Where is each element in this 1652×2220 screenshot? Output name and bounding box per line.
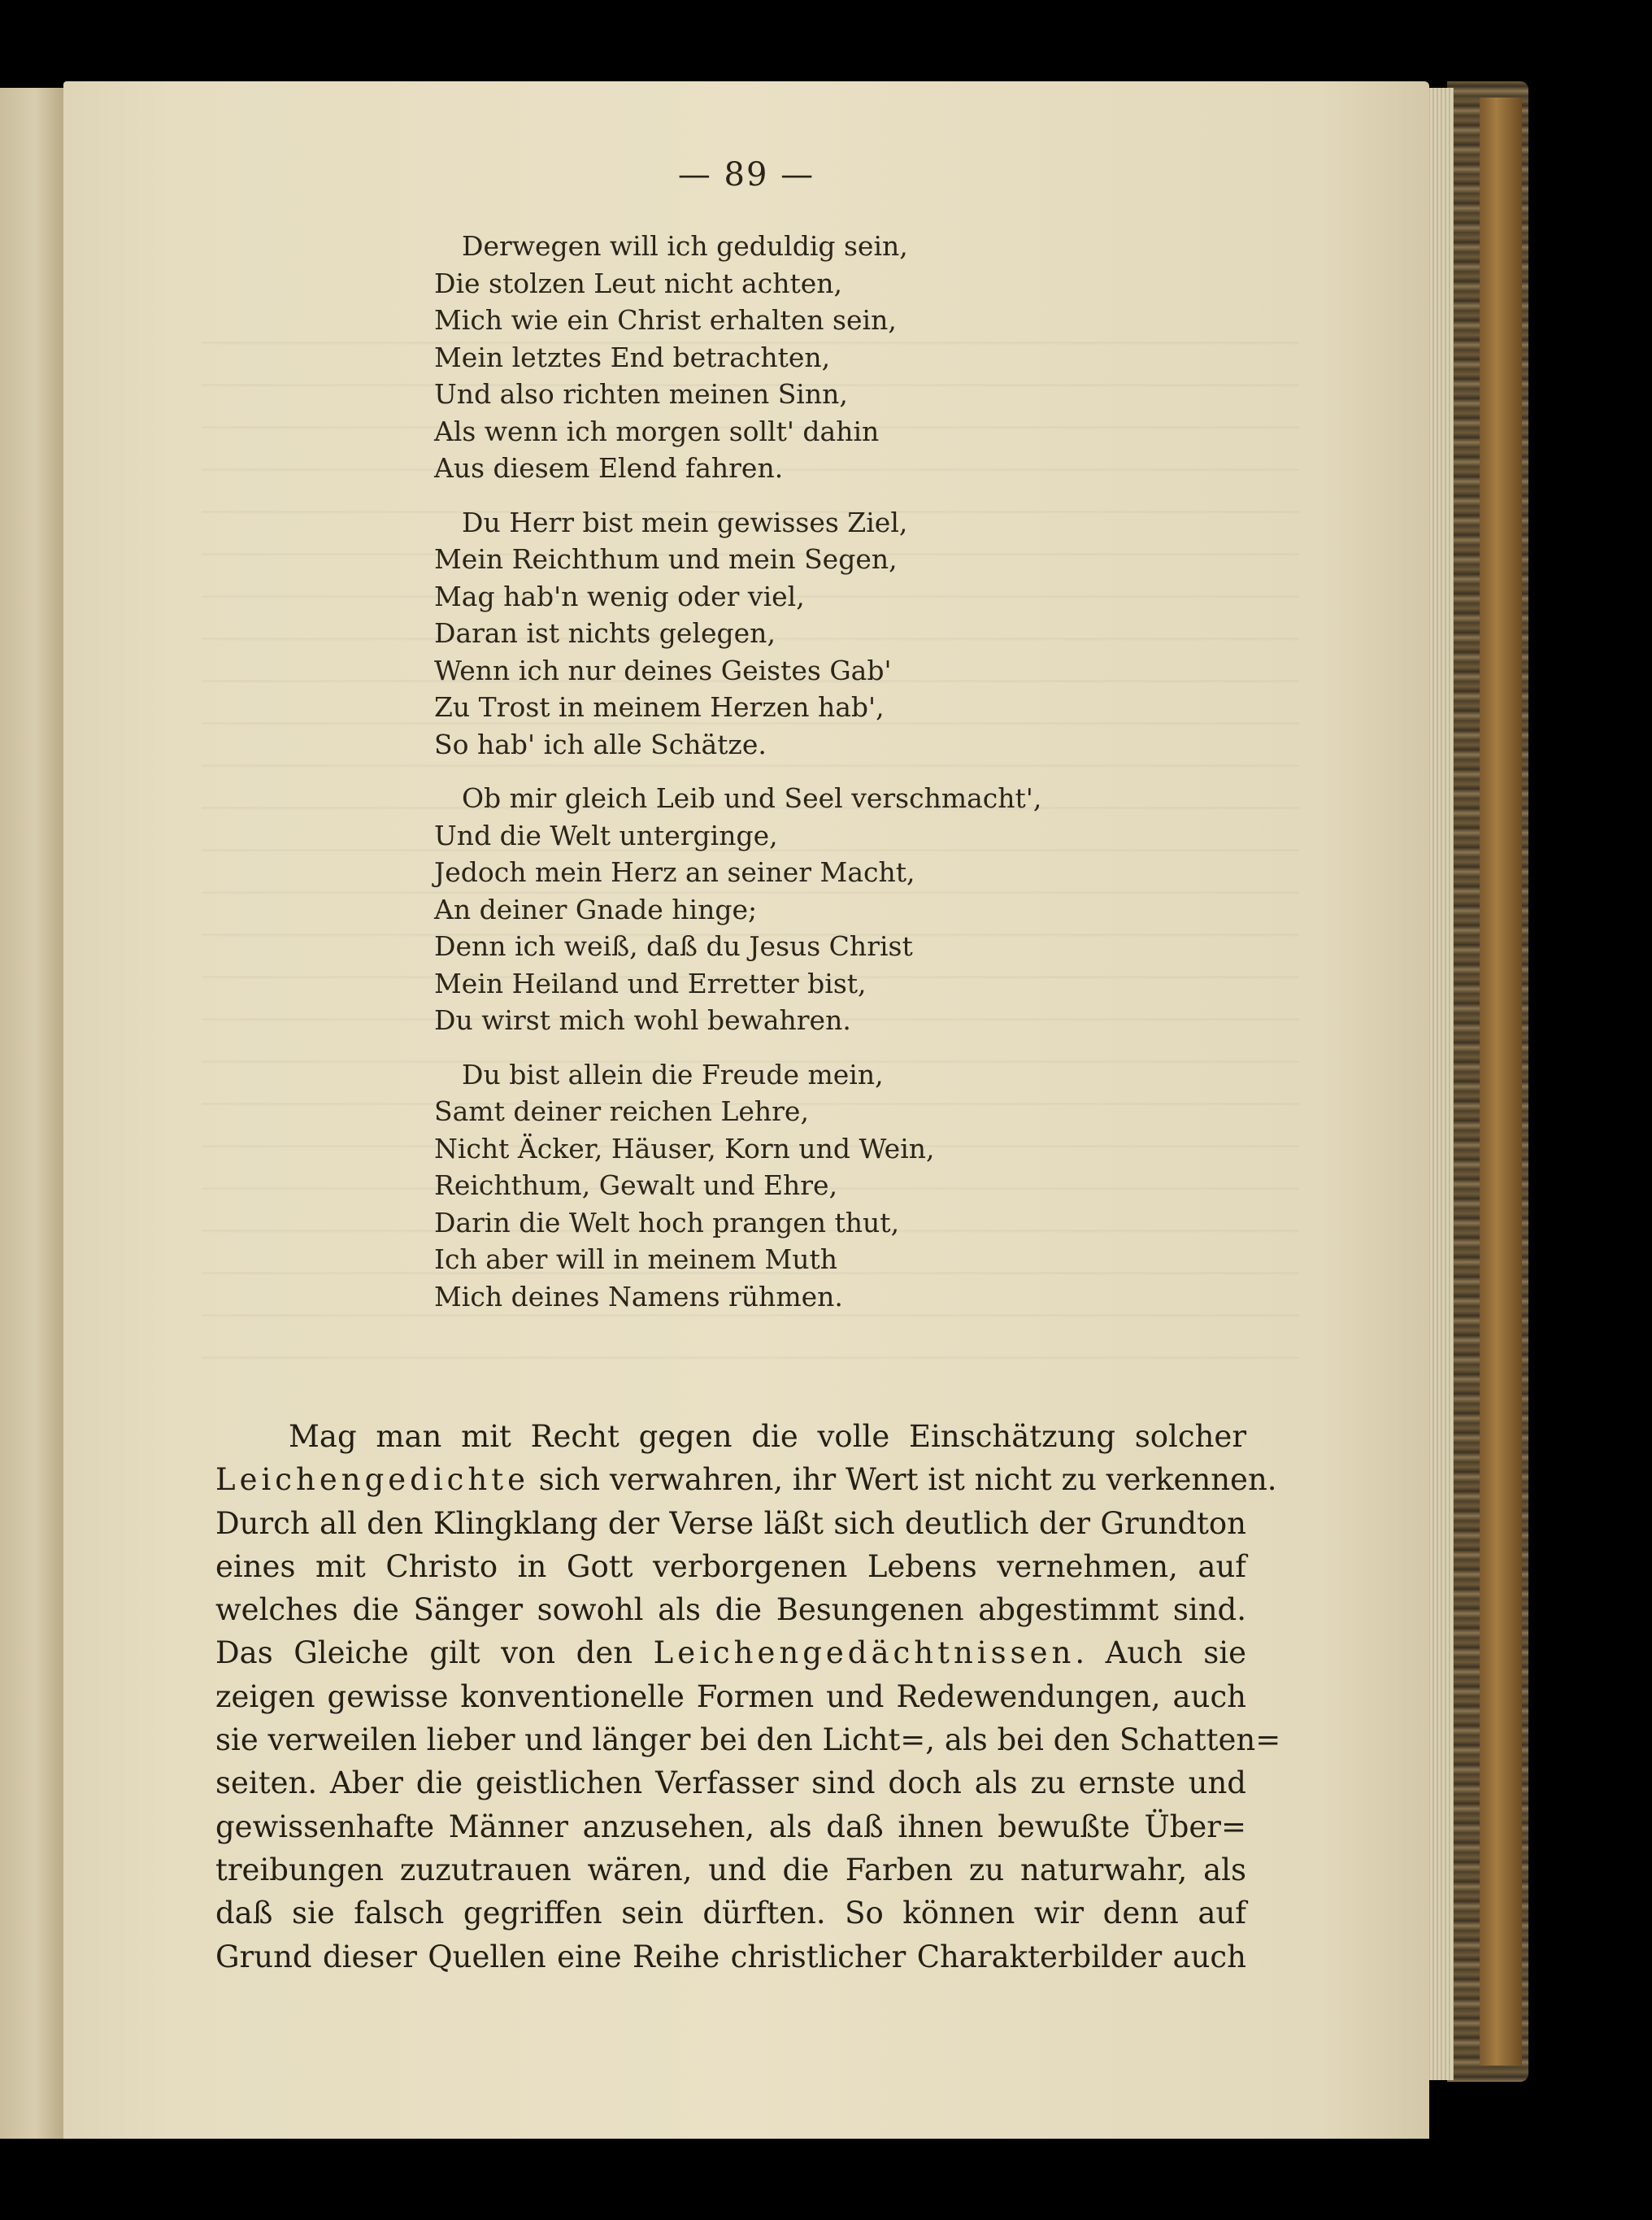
prose-text: Das Gleiche gilt von den [215,1635,654,1671]
prose-line: gewissenhafte Männer anzusehen, als daß ihnen bewußte Über= [215,1809,1246,1844]
poem-line: Derwegen will ich geduldig sein, [462,230,908,262]
poem-line: Mein letztes End betrachten, [434,341,831,373]
poem-line: Und die Welt unterginge, [434,819,778,851]
stanza [434,228,1166,487]
poem-line: An deiner Gnade hinge; [434,893,758,925]
poem-line: Die stolzen Leut nicht achten, [434,267,842,299]
poem-line: Wenn ich nur deines Geistes Gab' [434,654,892,686]
poem-line: Daran ist nichts gelegen, [434,617,776,649]
prose-line: zeigen gewisse konventionelle Formen und Redewendungen, auch [215,1678,1246,1714]
poem-line: Reichthum, Gewalt und Ehre, [434,1169,838,1201]
prose-line: Mag man mit Recht gegen die volle Einschätzung solcher [289,1419,1246,1454]
poem-line: Mein Reichthum und mein Segen, [434,543,898,575]
poem-line: Als wenn ich morgen sollt' dahin [434,415,880,447]
emphasized-term: Leichengedichte [215,1462,529,1498]
poem-line: Aus diesem Elend fahren. [434,452,784,484]
prose-line: Grund dieser Quellen eine Reihe christlicher Charakterbilder auch [215,1939,1246,1974]
prose-line: treibungen zuzutrauen wären, und die Farben zu naturwahr, als [215,1852,1246,1887]
poem-line: Denn ich weiß, daß du Jesus Christ [434,930,913,962]
prose-line: sie verweilen lieber und länger bei den Licht=, als bei den Schatten= [215,1722,1281,1758]
poem-line: Zu Trost in meinem Herzen hab', [434,691,885,723]
poem-line: Jedoch mein Herz an seiner Macht, [434,856,915,888]
prose-line: seiten. Aber die geistlichen Verfasser sind doch als zu ernste und [215,1765,1246,1801]
prose-line: welches die Sänger sowohl als die Besungenen abgestimmt sind. [215,1592,1246,1628]
prose-text: . Auch sie [1075,1635,1246,1671]
poem-line: Du bist allein die Freude mein, [462,1058,884,1090]
poem-line: Nicht Äcker, Häuser, Korn und Wein, [434,1132,935,1164]
poem-line: Du Herr bist mein gewisses Ziel, [462,506,908,538]
emphasized-term: Leichengedächtnissen [653,1635,1076,1671]
stanza [434,1056,1166,1316]
page-number: — 89 — [677,156,815,194]
poem-line: Mein Heiland und Erretter bist, [434,967,867,999]
poem-line: So hab' ich alle Schätze. [434,728,767,760]
prose-text: sich verwahren, ihr Wert ist nicht zu verkennen. [529,1462,1277,1498]
prose-paragraph [215,1415,1281,1978]
poem-line: Samt deiner reichen Lehre, [434,1095,809,1127]
prose-line: eines mit Christo in Gott verborgenen Lebens vernehmen, auf [215,1548,1246,1584]
poem-line: Mich deines Namens rühmen. [434,1280,843,1312]
poem-line: Ob mir gleich Leib und Seel verschmacht', [462,782,1042,814]
left-facing-page-edge [0,88,66,2139]
book-binding [1480,98,1522,2065]
prose-line: daß sie falsch gegriffen sein dürften. So können wir denn auf [215,1896,1246,1931]
prose-line [215,1458,1277,1501]
poem-line: Mag hab'n wenig oder viel, [434,580,805,612]
poem-line: Darin die Welt hoch prangen thut, [434,1206,900,1238]
prose-line [215,1631,1246,1674]
poem-line: Du wirst mich wohl bewahren. [434,1004,851,1036]
stanza [434,780,1166,1039]
poem-line: Mich wie ein Christ erhalten sein, [434,304,897,336]
poem-line: Ich aber will in meinem Muth [434,1243,838,1275]
prose-line: Durch all den Klingklang der Verse läßt sich deutlich der Grundton [215,1505,1246,1541]
poem [434,228,1166,1332]
book-page [63,81,1429,2139]
poem-line: Und also richten meinen Sinn, [434,378,848,410]
stanza [434,504,1166,764]
